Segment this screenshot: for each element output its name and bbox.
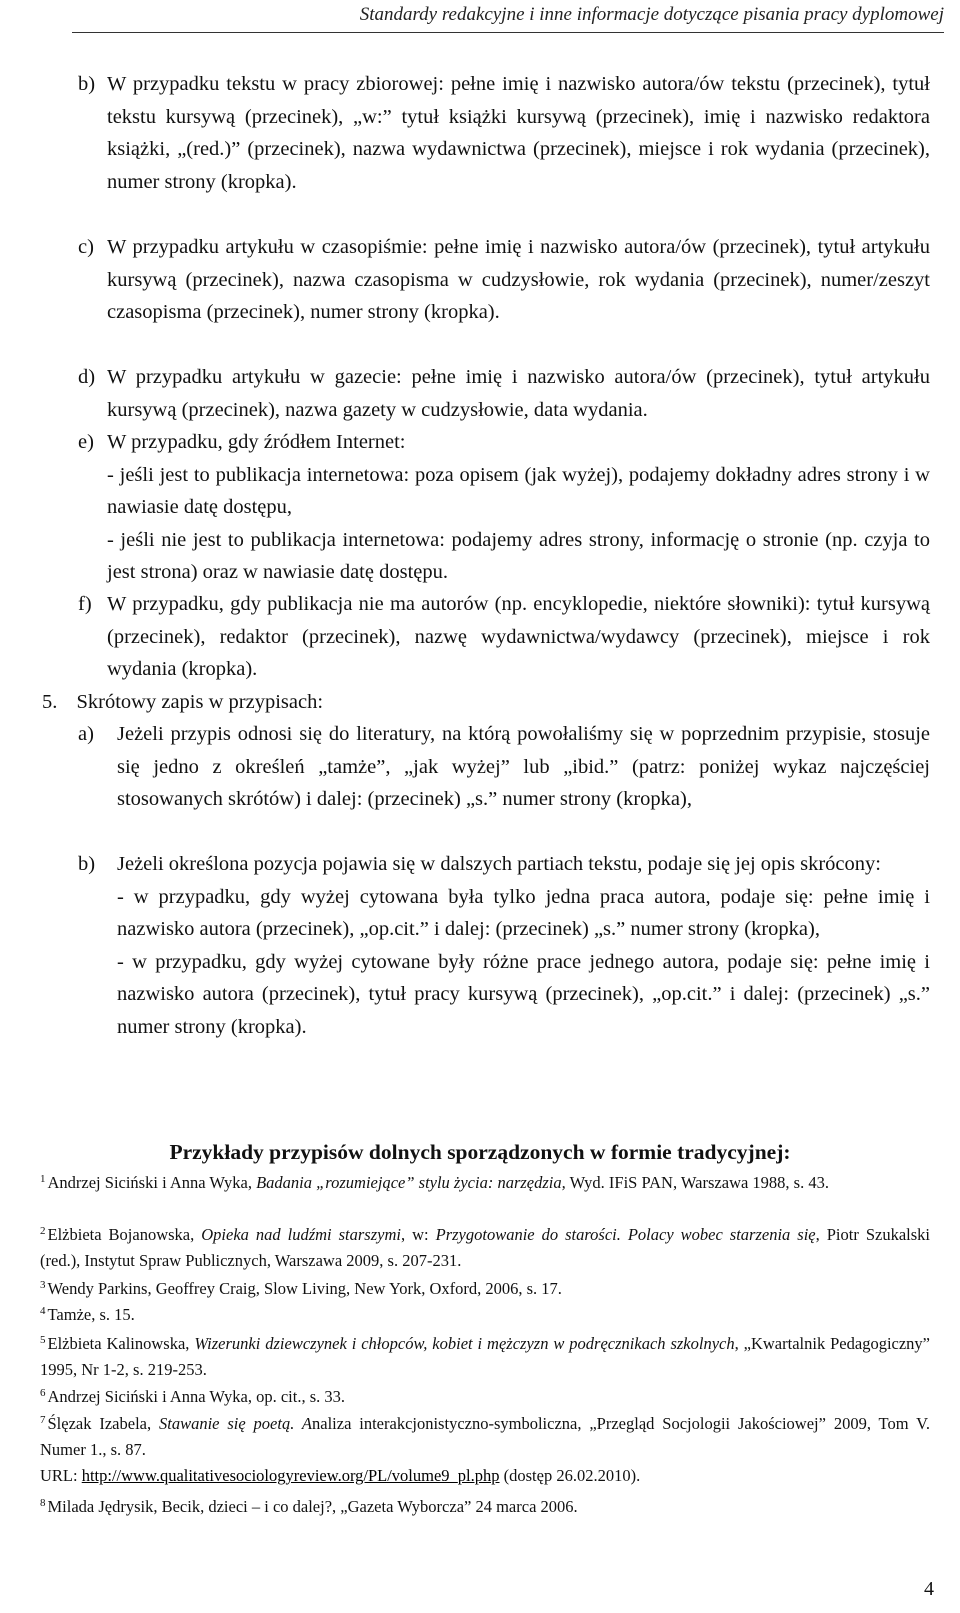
footnote-text: (dostęp 26.02.2010). bbox=[499, 1466, 641, 1485]
list-item-c bbox=[78, 231, 930, 329]
footnote-text: Ślęzak Izabela, bbox=[47, 1414, 159, 1433]
list-label: a) bbox=[78, 723, 94, 745]
footnote-text: Elżbieta Bojanowska, bbox=[47, 1225, 202, 1244]
footnote-text: Milada Jędrysik, Becik, dzieci – i co dalej?, „Gazeta Wyborcza” 24 marca 2006. bbox=[47, 1497, 578, 1516]
footnote-number: 5 bbox=[40, 1334, 46, 1346]
footnote-text: , „Kwartalnik Pedagogiczny” 1995, Nr 1-2, s. 219-253. bbox=[40, 1334, 930, 1379]
list-item-d bbox=[78, 361, 930, 426]
section-number: 5. bbox=[42, 691, 58, 713]
footnote-6 bbox=[40, 1384, 930, 1410]
section-5-item-b bbox=[78, 848, 930, 1043]
list-subtext: - w przypadku, gdy wyżej cytowana była tylko jedna praca autora, podaje się: pełne imię i nazwisko autora (przecinek), „op.cit.” i dalej: (przecinek) „s.” numer strony (kropka), bbox=[117, 885, 930, 940]
section-title: Skrótowy zapis w przypisach: bbox=[76, 691, 324, 713]
footnote-text: Wendy Parkins, Geoffrey Craig, Slow Living, New York, Oxford, 2006, s. 17. bbox=[47, 1279, 562, 1298]
footnote-number: 4 bbox=[40, 1305, 46, 1317]
list-label: e) bbox=[78, 431, 94, 453]
list-text: Jeżeli przypis odnosi się do literatury, na którą powołaliśmy się w poprzednim przypisie, stosuje się jedno z określeń „tamże”, „jak wyżej” lub „ibid.” (patrz: poniżej wykaz najczęściej stosowanych skrótów) i dalej: (przecinek) „s.” numer strony (kropka), bbox=[117, 723, 930, 810]
list-label: b) bbox=[78, 853, 96, 875]
footnote-italic: Stawanie się poetą. A bbox=[158, 1414, 312, 1433]
header-divider bbox=[72, 32, 944, 33]
footnote-text: Tamże, s. 15. bbox=[47, 1305, 135, 1324]
list-subtext: - jeśli jest to publikacja internetowa: poza opisem (jak wyżej), podajemy dokładny adres strony i w nawiasie datę dostępu, bbox=[107, 463, 930, 518]
footnote-5 bbox=[40, 1331, 930, 1383]
examples-heading: Przykłady przypisów dolnych sporządzonych w formie tradycyjnej: bbox=[169, 1140, 791, 1164]
footnote-2 bbox=[40, 1222, 930, 1274]
page-header: Standardy redakcyjne i inne informacje dotyczące pisania pracy dyplomowej bbox=[359, 4, 944, 25]
footnote-text: Wyd. IFiS PAN, Warszawa 1988, s. 43. bbox=[565, 1173, 829, 1192]
list-item-e bbox=[78, 426, 930, 589]
list-text: W przypadku artykułu w gazecie: pełne imię i nazwisko autora/ów (przecinek), tytuł artykułu kursywą (przecinek), nazwa gazety w cudzysłowie, data wydania. bbox=[107, 366, 930, 421]
footnote-number: 3 bbox=[40, 1279, 46, 1291]
footnote-text: Elżbieta Kalinowska, bbox=[47, 1334, 195, 1353]
page-number: 4 bbox=[924, 1578, 934, 1600]
section-5-item-a bbox=[78, 718, 930, 816]
url-link[interactable]: http://www.qualitativesociologyreview.org/PL/volume9_pl.php bbox=[81, 1466, 500, 1485]
footnote-text: , Piotr Szukalski (red.), Instytut Spraw Publicznych, Warszawa 2009, s. 207-231. bbox=[40, 1225, 931, 1270]
list-label: b) bbox=[78, 73, 96, 95]
list-text: W przypadku, gdy źródłem Internet: bbox=[107, 431, 406, 453]
footnote-text: Andrzej Siciński i Anna Wyka, op. cit., s. 33. bbox=[47, 1387, 345, 1406]
list-text: W przypadku tekstu w pracy zbiorowej: pełne imię i nazwisko autora/ów tekstu (przecinek), tytuł tekstu kursywą (przecinek), „w:” tytuł książki kursywą (przecinek), imię i nazwisko redaktora książki, „(red.)” (przecinek), nazwa wydawnictwa (przecinek), miejsce i rok wydania (przecinek), numer strony (kropka). bbox=[107, 73, 930, 193]
list-text: Jeżeli określona pozycja pojawia się w dalszych partiach tekstu, podaje się jej opis skrócony: bbox=[117, 853, 881, 875]
footnote-3 bbox=[40, 1276, 930, 1302]
footnote-text: Andrzej Siciński i Anna Wyka, bbox=[47, 1173, 257, 1192]
footnote-text: naliza interakcjonistyczno-symboliczna, „Przegląd Socjologii Jakościowej” 2009, Tom V. Numer 1., s. 87. bbox=[40, 1414, 931, 1459]
footnote-number: 8 bbox=[40, 1497, 46, 1509]
footnote-italic: Badania „rozumiejące” stylu życia: narzędzia, bbox=[256, 1173, 566, 1192]
list-item-b bbox=[78, 68, 930, 198]
footnote-number: 7 bbox=[40, 1414, 46, 1426]
footnote-number: 1 bbox=[40, 1173, 46, 1185]
footnote-8 bbox=[40, 1494, 930, 1520]
list-subtext: - w przypadku, gdy wyżej cytowane były różne prace jednego autora, podaje się: pełne imię i nazwisko autora (przecinek), tytuł pracy kursywą (przecinek), „op.cit.” i dalej: (przecinek) „s.” numer strony (kropka). bbox=[117, 950, 930, 1038]
footnote-italic: Opieka nad ludźmi starszymi bbox=[201, 1225, 401, 1244]
footnote-text: , w: bbox=[400, 1225, 436, 1244]
footnote-italic: Przygotowanie do starości. Polacy wobec starzenia się bbox=[435, 1225, 816, 1244]
list-item-f bbox=[78, 588, 930, 686]
footnote-4 bbox=[40, 1302, 930, 1328]
footnote-text: URL: bbox=[40, 1466, 82, 1485]
list-label: c) bbox=[78, 236, 94, 258]
list-subtext: - jeśli nie jest to publikacja internetowa: podajemy adres strony, informację o stronie (np. czyja to jest strona) oraz w nawiasie datę dostępu. bbox=[107, 528, 930, 583]
list-label: d) bbox=[78, 366, 96, 388]
list-text: W przypadku, gdy publikacja nie ma autorów (np. encyklopedie, niektóre słowniki): tytuł kursywą (przecinek), redaktor (przecinek), nazwę wydawnictwa/wydawcy (przecinek), miejsce i rok wydania (kropka). bbox=[107, 593, 930, 680]
list-text: W przypadku artykułu w czasopiśmie: pełne imię i nazwisko autora/ów (przecinek), tytuł artykułu kursywą (przecinek), nazwa czasopisma w cudzysłowie, rok wydania (przecinek), numer/zeszyt czasopisma (przecinek), numer strony (kropka). bbox=[107, 236, 930, 323]
footnote-number: 6 bbox=[40, 1387, 46, 1399]
list-label: f) bbox=[78, 593, 92, 615]
section-5-heading bbox=[42, 686, 323, 719]
footnote-7 bbox=[40, 1411, 930, 1489]
footnote-italic: Wizerunki dziewczynek i chłopców, kobiet i mężczyzn w podręcznikach szkolnych bbox=[194, 1334, 735, 1353]
footnote-1 bbox=[40, 1170, 930, 1196]
footnote-number: 2 bbox=[40, 1225, 46, 1237]
